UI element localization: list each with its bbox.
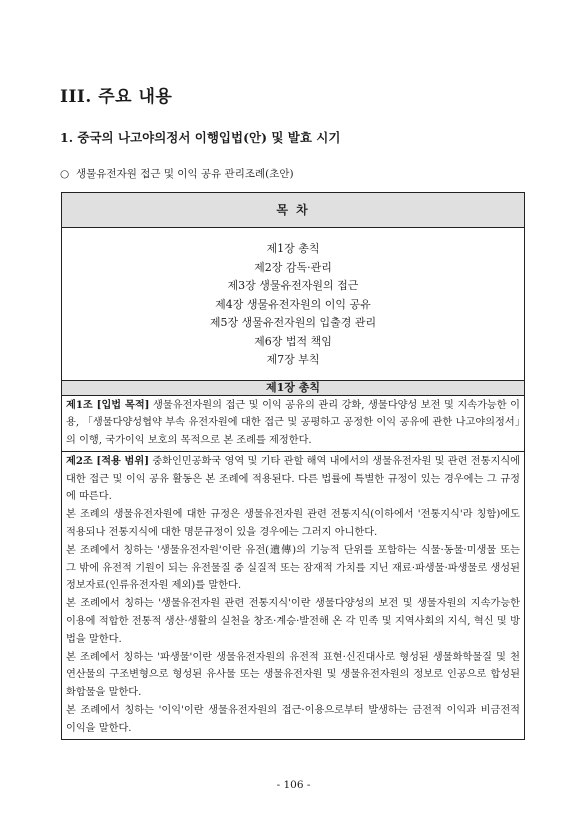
toc-header: 목 차 xyxy=(62,193,524,228)
bullet-item xyxy=(60,166,294,181)
toc-item: 제1장 총칙 xyxy=(266,242,320,255)
bullet-text: 생물유전자원 접근 및 이익 공유 관리조례(초안) xyxy=(76,168,294,180)
article-2-paragraph: 본 조례에서 칭하는 '생물유전자원 관련 전통지식'이란 생물다양성의 보전 및 생물자원의 지속가능한 이용에 적합한 전통적 생산·생활의 실천을 창조·계승·발전해 온 각 민족 및 지역사회의 지식, 혁신 및 방법을 말한다. xyxy=(66,598,520,645)
toc-item: 제4장 생물유전자원의 이익 공유 xyxy=(215,297,371,311)
article-2-paragraph: 본 조례에서 칭하는 '파생물'이란 생물유전자원의 유전적 표현·신진대사로 형성된 생물화학물질 및 천연산물의 구조변형으로 형성된 유사물 또는 생물유전자원 및 생물유전자원의 정보로 인공으로 합성된 화합물을 말한다. xyxy=(66,651,520,699)
section-title: 1. 중국의 나고야의정서 이행입법(안) 및 발효 시기 xyxy=(60,130,341,145)
article-2-paragraph: 본 조례에서 칭하는 '생물유전자원'이란 유전(遺傳)의 기능적 단위를 포함하는 식물·동물·미생물 또는 그 밖에 유전적 기원이 되는 유전물질 중 실질적 또는 잠재적 가치를 지닌 재료·파생물·파생물로 생성된 정보자료(인류유전자원 제외)를 말한다. xyxy=(66,544,520,592)
toc-item: 제3장 생물유전자원의 접근 xyxy=(227,279,359,292)
article-2-heading: 제2조 [적용 범위] xyxy=(66,454,150,467)
article-2-paragraph: 본 조례에서 칭하는 '이익'이란 생물유전자원의 접근·이용으로부터 발생하는 금전적 이익과 비금전적 이익을 말한다. xyxy=(66,705,520,734)
article-1-text xyxy=(66,397,520,450)
article-1 xyxy=(62,396,524,451)
article-2-paragraph: 본 조례의 생물유전자원에 대한 규정은 생물유전자원 관련 전통지식(이하에서 '전통지식'라 칭함)에도 적용되나 전통지식에 대한 명문규정이 있을 경우에는 그러지 아니한다. xyxy=(66,509,520,539)
toc-list xyxy=(62,228,524,380)
chapter1-header: 제1장 총칙 xyxy=(62,380,524,396)
toc-item: 제7장 부칙 xyxy=(266,353,320,366)
law-box xyxy=(61,192,525,740)
article-2-text xyxy=(66,453,520,506)
page-number: - 106 - xyxy=(276,779,311,791)
toc-item: 제2장 감독·관리 xyxy=(254,260,332,274)
article-1-heading: 제1조 [입법 목적] xyxy=(66,398,150,411)
chapter-title: III. 주요 내용 xyxy=(60,87,173,107)
article-2 xyxy=(62,451,524,739)
toc-item: 제6장 법적 책임 xyxy=(254,334,332,348)
circle-bullet-icon: ○ xyxy=(60,168,70,180)
article-1-body: 생물유전자원의 접근 및 이익 공유의 관리 강화, 생물다양성 보전 및 지속가능한 이용, 「생물다양성협약 부속 유전자원에 대한 접근 및 공평하고 공정한 이익 공유에 관한 나고야의정서」의 이행, 국가이익 보호의 목적으로 본 조례를 제정한다. xyxy=(66,399,520,447)
toc-item: 제5장 생물유전자원의 입출경 관리 xyxy=(209,316,377,329)
article-2-body: 중화인민공화국 영역 및 기타 관할 해역 내에서의 생물유전자원 및 관련 전통지식에 대한 접근 및 이익 공유 활동은 본 조례에 적용된다. 다른 법률에 특별한 규정이 있는 경우에는 그 규정에 따른다. xyxy=(66,455,520,503)
